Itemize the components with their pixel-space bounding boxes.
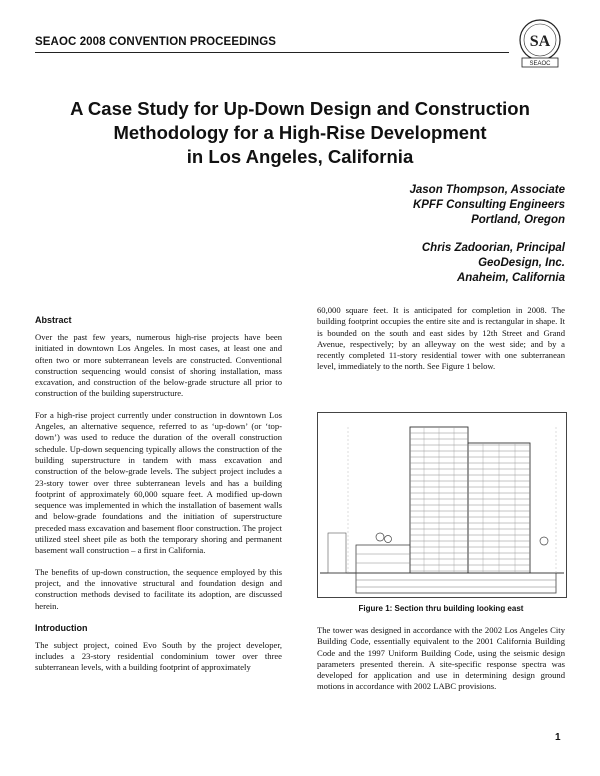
author-1-org: KPFF Consulting Engineers (412, 199, 565, 211)
adjacent-building (328, 533, 346, 573)
introduction-paragraph-continued: 60,000 square feet. It is anticipated for completion in 2008. The building footprint occupies the entire site and is rectangular in shape. It is bounded on the south and east sides by 12th Street and Grand Avenue, respectively; by an alleyway on the west side; and by a recently completed 11-story residential tower with one subterranean level, immediately to the north. See Figure 1 below. (317, 305, 565, 372)
tree-3 (540, 537, 548, 545)
author-2-location: Anaheim, California (457, 272, 565, 284)
figure-1-section-drawing (317, 412, 567, 598)
abstract-paragraph-2: For a high-rise project currently under construction in downtown Los Angeles, an alternative sequence, referred to as ‘up-down’ (or ‘top-down’) was used to reduce the duration of the overall construction schedule. Up-down sequencing typically allows the construction of the building superstructure in tandem with mass excavation and construction of the below-grade levels. The subject project includes a 23-story tower over three subterranean levels and has a building footprint of approximately 60,000 square feet. A modified up-down sequence was implemented in which the installation of basement walls and below-grade foundations and the initiation of superstructure preceded mass excavation and basement floor construction. The project utilized steel sheet pile as both the temporary shoring and permanent basement wall construction – a first in California. (35, 409, 282, 556)
introduction-paragraph-1: The subject project, coined Evo South by the project developer, includes a 23-story residential condominium tower over three subterranean levels, with a building footprint of approximately (35, 639, 282, 673)
podium (356, 545, 410, 573)
logo-text: SEAOC (529, 61, 551, 67)
proceedings-header: SEAOC 2008 CONVENTION PROCEEDINGS (35, 36, 277, 48)
abstract-heading: Abstract (35, 315, 72, 325)
tree-1 (376, 533, 384, 541)
figure-1-caption: Figure 1: Section thru building looking east (358, 604, 524, 613)
author-block (410, 183, 566, 286)
abstract-paragraph-3: The benefits of up-down construction, the sequence employed by this project, and the innovative structural and foundation design and construction methods devised to facilitate its adoption, are discussed herein. (35, 566, 282, 611)
header-rule (35, 52, 509, 53)
introduction-heading: Introduction (35, 622, 88, 633)
design-code-paragraph: The tower was designed in accordance with the 2002 Los Angeles City Building Code, essentially equivalent to the 2001 California Building Code and the 1997 Uniform Building Code, using the seismic design parameters presented therein. A site-specific response spectra was developed for application and use in determining design ground motions in accordance with 2002 LABC provisions. (317, 625, 565, 692)
author-2-org: GeoDesign, Inc. (478, 257, 565, 269)
tower-elevation (410, 427, 530, 573)
author-1-name: Jason Thompson, Associate (409, 184, 565, 196)
tree-2 (385, 536, 392, 543)
right-column (317, 305, 565, 383)
author-2-name: Chris Zadoorian, Principal (421, 242, 565, 254)
abstract-paragraph-1: Over the past few years, numerous high-rise projects have been initiated in downtown Los Angeles. In most cases, at least one and often two or more subterranean levels are constructed. Conventional construction sequencing would consist of shoring installation, mass excavation, and construction of the below-grade structure all prior to construction of the building superstructure. (35, 332, 282, 399)
seaoc-logo (517, 17, 563, 71)
title-line-1: A Case Study for Up-Down Design and Construction (70, 98, 530, 119)
basement-outline (356, 573, 556, 593)
title-line-2: Methodology for a High-Rise Development (113, 122, 487, 143)
left-column (35, 314, 282, 684)
paper-title (30, 97, 570, 169)
title-line-3: in Los Angeles, California (186, 146, 414, 167)
svg-text:SA: SA (529, 33, 551, 50)
right-column-continued (317, 625, 565, 703)
page-number: 1 (555, 732, 561, 743)
section-drawing-svg (318, 413, 566, 597)
author-1-location: Portland, Oregon (471, 214, 565, 226)
